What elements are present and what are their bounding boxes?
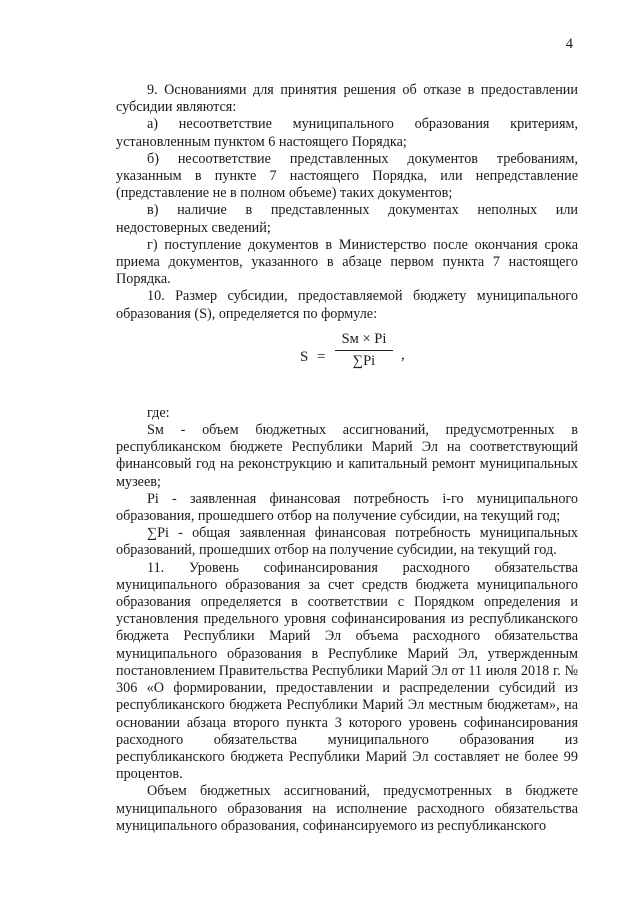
definition-pi: Pi - заявленная финансовая потребность i-го муниципального образования, прошедшего отбор на получение субсидии, на текущий год; [116, 490, 578, 525]
page-number: 4 [565, 36, 573, 52]
paragraph-9d: г) поступление документов в Министерство после окончания срока приема документов, указанного в абзаце первом пункта 7 настоящего Порядка. [116, 236, 578, 288]
document-body [116, 82, 578, 835]
definition-sum-pi: ∑Pi - общая заявленная финансовая потребность муниципальных образований, прошедших отбор на получение субсидии, на текущий год. [116, 525, 578, 559]
paragraph-budget-volume: Объем бюджетных ассигнований, предусмотренных в бюджете муниципального образования на исполнение расходного обязательства муниципального образования, софинансируемого из республиканского [116, 783, 578, 834]
where-label: где: [147, 404, 170, 421]
paragraph-9a: а) несоответствие муниципального образования критериям, установленным пунктом 6 настоящего Порядка; [116, 116, 578, 150]
paragraph-11: 11. Уровень софинансирования расходного обязательства муниципального образования за счет средств бюджета муниципального образования определяется в соответствии с Порядком определения и установления предельного уровня софинансирования из республиканского бюджета Республики Марий Эл объема расходного обязательства муниципального образования в Республике Марий Эл, утвержденным постановлением Правительства Республики Марий Эл от 11 июля 2018 г. № 306 «О формировании, предоставлении и распределении субсидий из республиканского бюджета Республики Марий Эл местным бюджетам», на основании абзаца второго пункта 3 которого уровень софинансирования расходного обязательства муниципального образования из республиканского бюджета Республики Марий Эл составляет не более 99 процентов. [116, 559, 578, 783]
formula-equals: = [317, 348, 326, 365]
formula-fraction [335, 331, 393, 370]
paragraph-10: 10. Размер субсидии, предоставляемой бюджету муниципального образования (S), определяется по формуле: [116, 288, 578, 322]
formula-denominator: ∑Pi [352, 353, 376, 370]
formula-comma: , [401, 346, 405, 363]
formula-numerator: Sм × Pi [335, 331, 393, 351]
paragraph-9b: б) несоответствие представленных документов требованиям, указанным в пункте 7 настоящего Порядка, или непредставление (представление не в полном объеме) таких документов; [116, 150, 578, 202]
subsidy-formula [116, 327, 578, 399]
formula-lhs: S [300, 348, 309, 365]
definition-sm: Sм - объем бюджетных ассигнований, предусмотренных в республиканском бюджете Республики Марий Эл на соответствующий финансовый год на реконструкцию и капитальный ремонт муниципальных музеев; [116, 422, 578, 490]
paragraph-9: 9. Основаниями для принятия решения об отказе в предоставлении субсидии являются: [116, 82, 578, 116]
paragraph-9c: в) наличие в представленных документах неполных или недостоверных сведений; [116, 202, 578, 236]
